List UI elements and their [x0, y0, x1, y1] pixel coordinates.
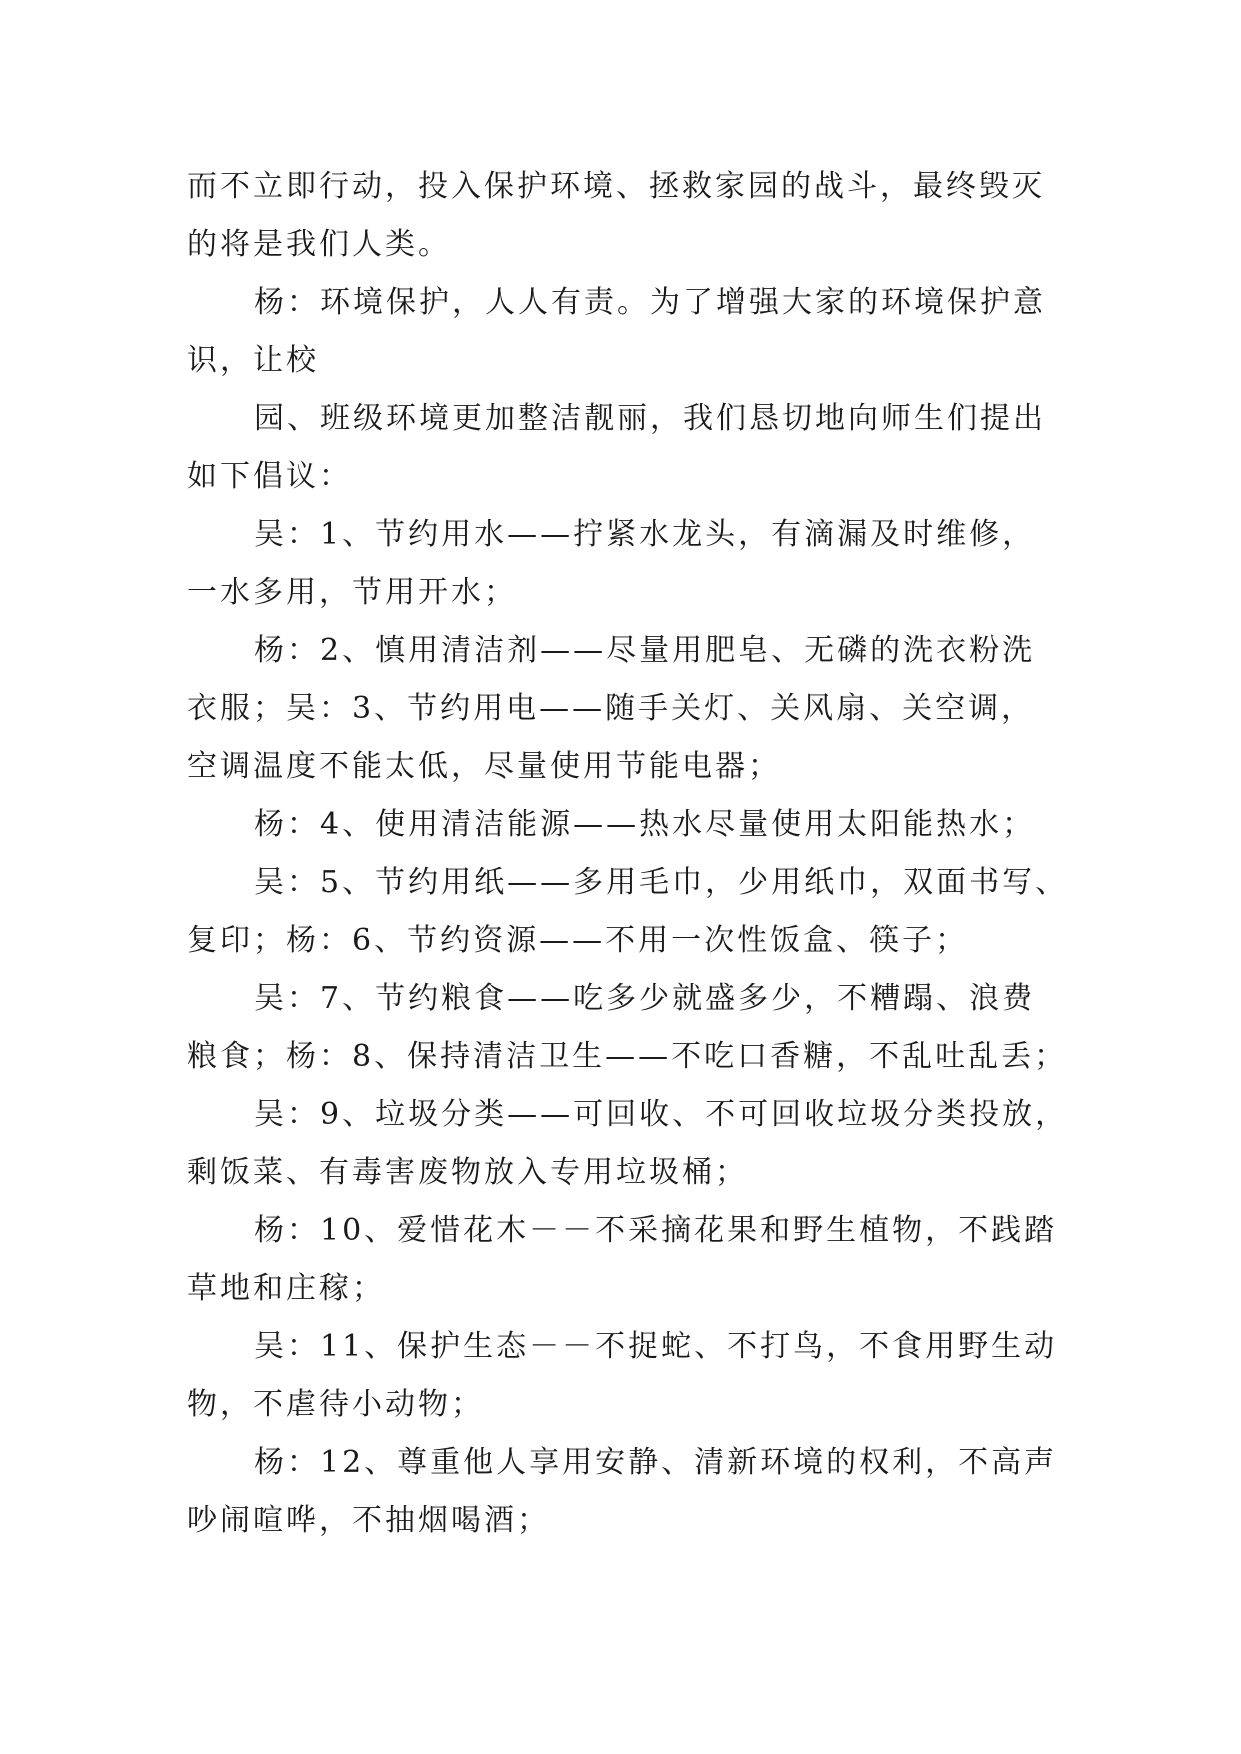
- text-line: 物，不虐待小动物；: [187, 1387, 484, 1422]
- text-line: 吵闹喧哗，不抽烟喝酒；: [187, 1503, 550, 1538]
- text-line: 杨：10、爱惜花木－－不采摘花果和野生植物，不践踏: [254, 1213, 1058, 1248]
- text-line: 杨：2、慎用清洁剂——尽量用肥皂、无磷的洗衣粉洗: [254, 633, 1036, 668]
- body-text: [187, 158, 1067, 1550]
- text-line: 杨：12、尊重他人享用安静、清新环境的权利，不高声: [254, 1445, 1058, 1480]
- text-line: 草地和庄稼；: [187, 1271, 385, 1306]
- text-line: 剩饭菜、有毒害废物放入专用垃圾桶；: [187, 1155, 748, 1190]
- text-line: 如下倡议：: [187, 459, 352, 494]
- text-line: 杨：4、使用清洁能源——热水尽量使用太阳能热水；: [254, 807, 1036, 842]
- text-line: 识，让校: [187, 343, 319, 378]
- text-line: 复印；杨：6、节约资源——不用一次性饭盒、筷子；: [187, 923, 969, 958]
- text-line: 吴：11、保护生态－－不捉蛇、不打鸟，不食用野生动: [254, 1329, 1058, 1364]
- text-line: 粮食；杨：8、保持清洁卫生——不吃口香糖，不乱吐乱丢；: [187, 1039, 1068, 1074]
- text-line: 吴：1、节约用水——拧紧水龙头，有滴漏及时维修，: [254, 517, 1036, 552]
- text-line: 空调温度不能太低，尽量使用节能电器；: [187, 749, 781, 784]
- text-line: 吴：5、节约用纸——多用毛巾，少用纸巾，双面书写、: [254, 865, 1069, 900]
- text-line: 杨：环境保护，人人有责。为了增强大家的环境保护意: [254, 285, 1046, 320]
- text-line: 吴：9、垃圾分类——可回收、不可回收垃圾分类投放，: [254, 1097, 1069, 1132]
- text-line: 一水多用，节用开水；: [187, 575, 517, 610]
- text-line: 吴：7、节约粮食——吃多少就盛多少，不糟蹋、浪费: [254, 981, 1036, 1016]
- text-line: 的将是我们人类。: [187, 227, 451, 262]
- text-line: 而不立即行动，投入保护环境、拯救家园的战斗，最终毁灭: [187, 169, 1045, 204]
- text-line: 园、班级环境更加整洁靓丽，我们恳切地向师生们提出: [254, 401, 1046, 436]
- text-line: 衣服；吴：3、节约用电——随手关灯、关风扇、关空调，: [187, 691, 1035, 726]
